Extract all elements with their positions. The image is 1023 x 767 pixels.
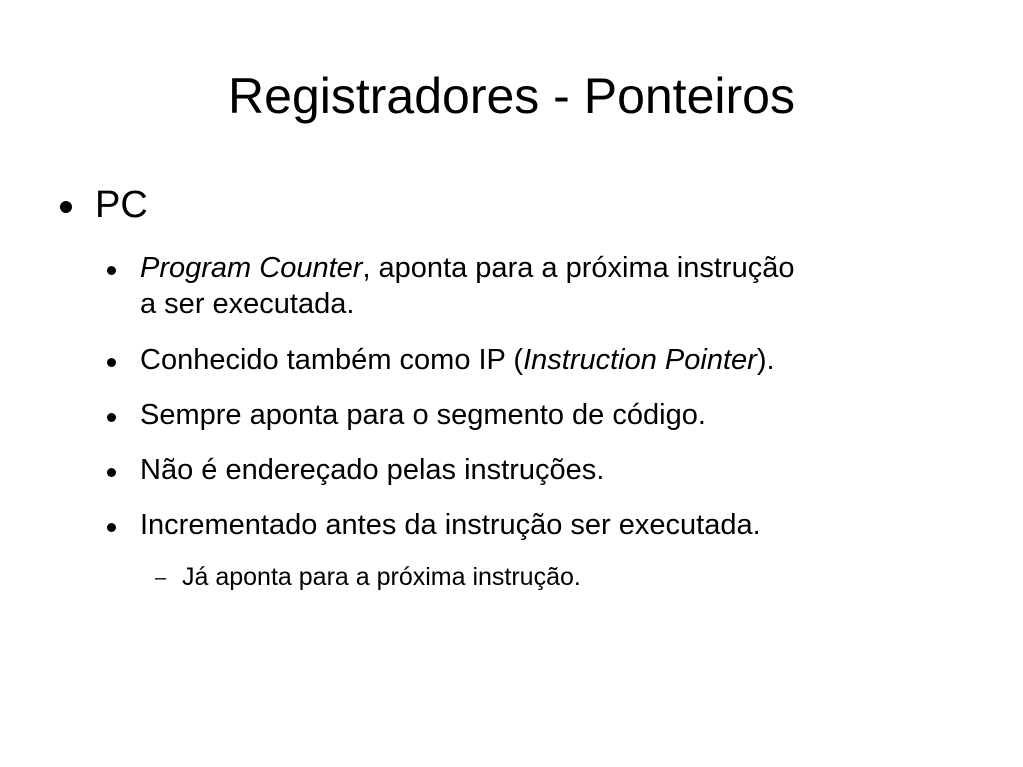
list-item-text bbox=[140, 250, 980, 322]
list-item-line: a ser executada. bbox=[140, 288, 355, 320]
list-item-text-part: , aponta para a próxima instrução bbox=[362, 252, 795, 284]
bullet-dot-icon bbox=[107, 523, 116, 532]
list-item-text bbox=[140, 452, 980, 488]
list-item-text bbox=[140, 507, 980, 543]
list-item-line: Incrementado antes da instrução ser executada. bbox=[140, 509, 761, 541]
slide-title: Registradores - Ponteiros bbox=[228, 68, 795, 124]
list-item-line: Não é endereçado pelas instruções. bbox=[140, 454, 605, 486]
bullet-pc-label: PC bbox=[95, 184, 148, 226]
bullet-dot-icon bbox=[107, 413, 116, 422]
italic-term: Instruction Pointer bbox=[523, 344, 757, 376]
bullet-dot-icon bbox=[107, 468, 116, 477]
italic-term: Program Counter bbox=[140, 252, 363, 284]
list-item-line bbox=[140, 342, 980, 378]
sub-list-item-text: Já aponta para a próxima instrução. bbox=[182, 563, 581, 591]
list-item-line bbox=[140, 250, 980, 286]
bullet-dot-icon bbox=[60, 201, 72, 213]
dash-bullet-icon: – bbox=[155, 567, 167, 589]
list-item-text-part: ). bbox=[756, 344, 775, 376]
list-item-text bbox=[140, 397, 980, 433]
list-item-line: Sempre aponta para o segmento de código. bbox=[140, 399, 706, 431]
bullet-dot-icon bbox=[107, 358, 116, 367]
list-item-text bbox=[140, 342, 980, 378]
bullet-dot-icon bbox=[107, 266, 116, 275]
list-item-text-part: Conhecido também como IP ( bbox=[140, 344, 524, 376]
